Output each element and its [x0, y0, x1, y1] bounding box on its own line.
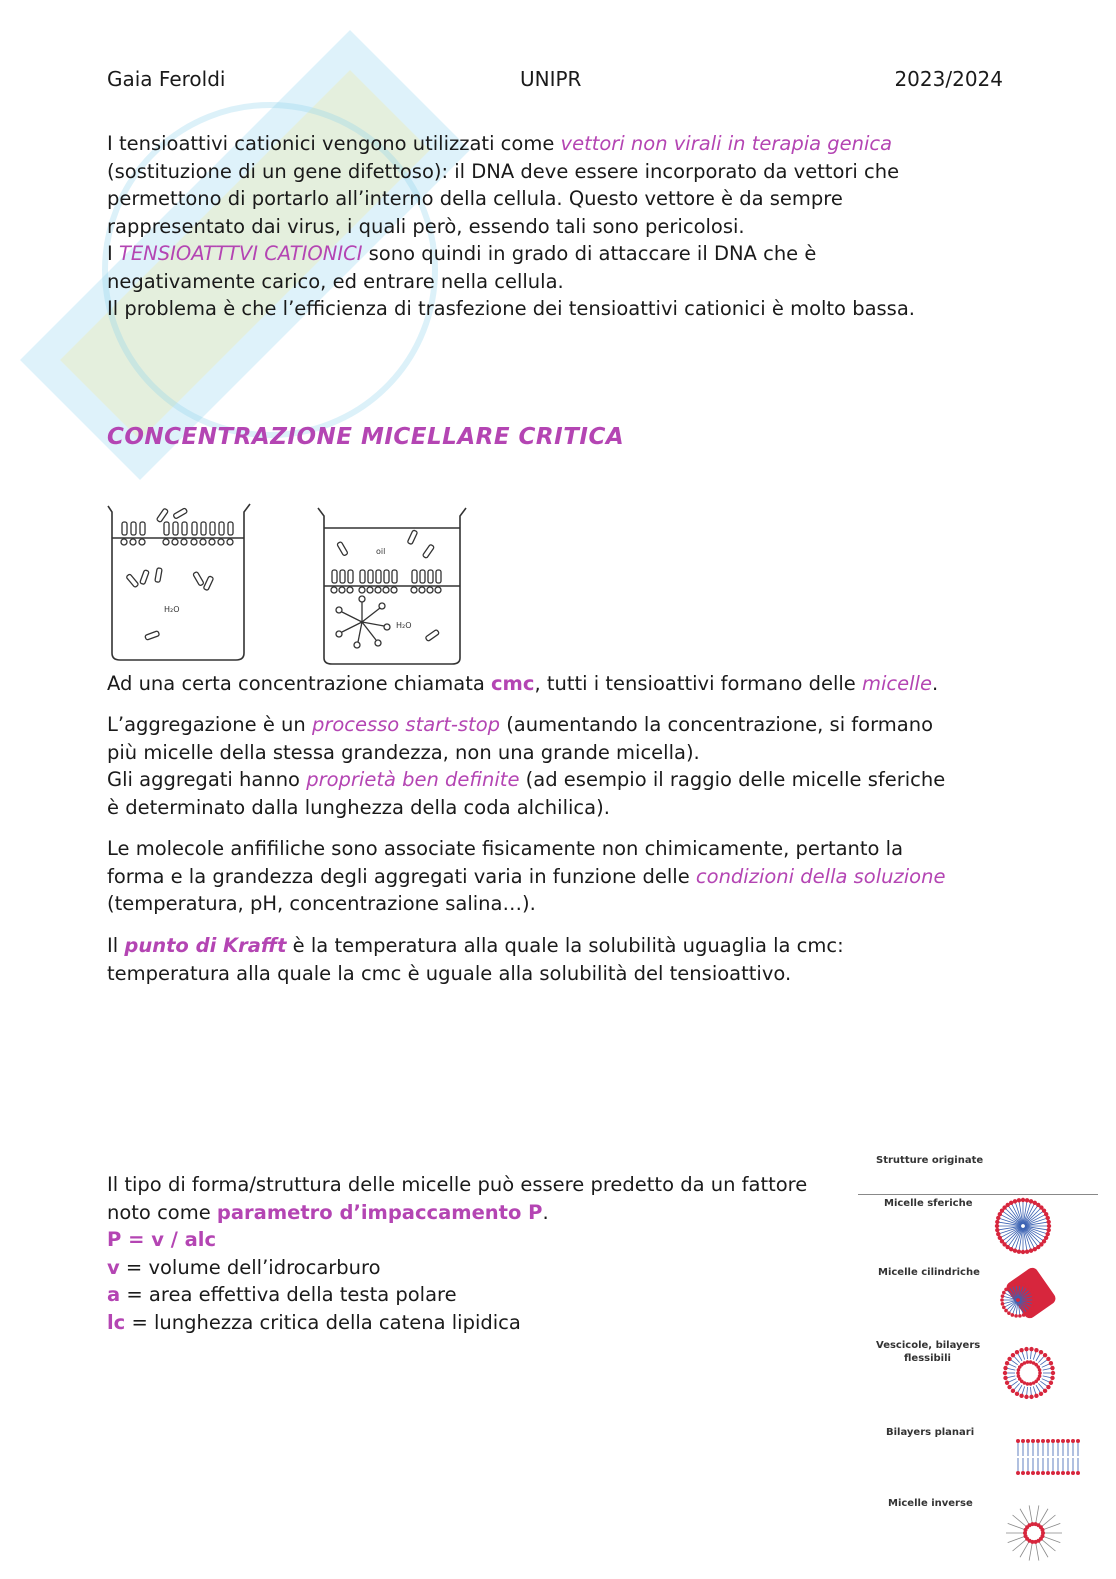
cmc-text: , tutti i tensioattivi formano delle: [534, 672, 862, 695]
properties-term: proprietà ben definite: [306, 768, 520, 791]
intro-line-6: negativamente carico, ed entrare nella cellula.: [107, 269, 564, 293]
krafft-term: punto di Krafft: [124, 934, 287, 957]
v-definition: = volume dell’idrocarburo: [119, 1255, 381, 1279]
label-vesicles-flexible: flessibili: [904, 1353, 951, 1364]
lc-definition: = lunghezza critica della catena lipidica: [125, 1310, 521, 1334]
krafft-text: Il: [107, 934, 125, 957]
aggregation-line-4: è determinato dalla lunghezza della coda alchilica).: [107, 795, 610, 819]
intro-highlight: vettori non virali in terapia genica: [560, 132, 893, 155]
right-water-label: H₂O: [396, 621, 412, 630]
left-beaker: [108, 504, 250, 660]
intro-text: I tensioattivi cationici vengono utilizzati come: [107, 132, 561, 155]
label-vesicles: Vescicole, bilayers: [876, 1340, 981, 1351]
a-definition: = area effettiva della testa polare: [120, 1283, 457, 1306]
header-year: 2023/2024: [894, 67, 1003, 91]
micelle-term: micelle: [862, 672, 932, 695]
intro-text: I: [107, 242, 119, 265]
cmc-term: cmc: [491, 672, 535, 695]
krafft-line-2: temperatura alla quale la cmc è uguale alla solubilità del tensioattivo.: [107, 961, 792, 985]
amphiphilic-line-1: Le molecole anfifiliche sono associate fisicamente non chimicamente, pertanto la: [107, 837, 904, 860]
planar-bilayer-icon: [1016, 1439, 1080, 1475]
krafft-text: è la temperatura alla quale la solubilità uguaglia la cmc:: [286, 934, 844, 957]
packing-text: noto come: [107, 1200, 217, 1224]
amphiphilic-line-3: (temperatura, pH, concentrazione salina…).: [107, 892, 536, 915]
intro-line-5: [107, 240, 1007, 268]
packing-line-1: Il tipo di forma/struttura delle micelle può essere predetto da un fattore: [107, 1173, 808, 1196]
intro-line-4: rappresentato dai virus, i quali però, essendo tali sono pericolosi.: [107, 214, 745, 238]
intro-text: sono quindi in grado di attaccare il DNA che è: [362, 242, 817, 265]
structures-diagrams: [858, 1148, 1102, 1573]
aggregation-line-2: più micelle della stessa grandezza, non una grande micella).: [107, 740, 700, 764]
header-author: Gaia Feroldi: [107, 67, 226, 91]
cmc-paragraph-4: [107, 932, 1007, 987]
header-university: UNIPR: [520, 67, 582, 91]
intro-line-3: permettono di portarlo all’interno della cellula. Questo vettore è da sempre: [107, 187, 843, 210]
left-water-label: H₂O: [164, 605, 180, 614]
spherical-micelle-icon: [995, 1198, 1051, 1254]
intro-highlight: TENSIOATTTVI CATIONICI: [118, 242, 363, 265]
aggregation-text: (ad esempio il raggio delle micelle sferiche: [519, 768, 946, 791]
label-cylindrical-micelles: Micelle cilindriche: [878, 1267, 980, 1278]
cmc-text: Ad una certa concentrazione chiamata: [107, 672, 491, 695]
a-symbol: a: [107, 1283, 121, 1306]
cmc-paragraph-1: [107, 670, 1007, 698]
packing-term: parametro d’impaccamento P: [216, 1200, 543, 1224]
amphiphilic-line-2: [107, 863, 1007, 891]
intro-line-7: Il problema è che l’efficienza di trasfezione dei tensioattivi cationici è molto bassa.: [107, 297, 915, 320]
cmc-text: .: [931, 672, 939, 695]
beakers-figure: [100, 498, 480, 673]
packing-formula: P = v / alc: [107, 1228, 217, 1251]
cylindrical-micelle-icon: [1000, 1265, 1058, 1320]
krafft-line-1: [107, 932, 1007, 960]
aggregation-text: L’aggregazione è un: [107, 713, 312, 736]
packing-a-def: [107, 1281, 847, 1309]
packing-text: .: [542, 1200, 549, 1224]
intro-line-2: (sostituzione di un gene difettoso): il DNA deve essere incorporato da vettori che: [107, 159, 900, 183]
label-inverse-micelles: Micelle inverse: [888, 1498, 973, 1509]
inverse-micelle-icon: [1006, 1505, 1062, 1560]
right-oil-label: oil: [376, 547, 386, 556]
v-symbol: v: [107, 1255, 120, 1279]
aggregation-text: (aumentando la concentrazione, si formano: [500, 713, 934, 736]
packing-line-2: [107, 1199, 847, 1227]
section-title: CONCENTRAZIONE MICELLARE CRITICA: [107, 424, 625, 450]
cmc-paragraph-3: [107, 835, 1007, 918]
packing-paragraph: [107, 1171, 847, 1336]
packing-lc-def: [107, 1309, 847, 1337]
amphiphilic-text: forma e la grandezza degli aggregati varia in funzione delle: [107, 864, 696, 888]
structures-title: Strutture originate: [876, 1155, 984, 1166]
aggregation-line-1: [107, 711, 1007, 739]
lc-symbol: lc: [107, 1310, 126, 1334]
page-header: [107, 67, 1003, 95]
vesicle-icon: [1003, 1347, 1055, 1399]
cmc-line: [107, 670, 1007, 698]
structures-panel: [858, 1148, 1102, 1573]
conditions-term: condizioni della soluzione: [695, 864, 946, 888]
aggregation-line-3: [107, 766, 1007, 794]
start-stop-term: processo start-stop: [311, 713, 500, 736]
aggregation-text: Gli aggregati hanno: [107, 768, 307, 791]
intro-line-1: [107, 130, 1007, 158]
label-planar-bilayers: Bilayers planari: [886, 1427, 975, 1438]
label-spherical-micelles: Micelle sferiche: [884, 1198, 973, 1209]
intro-paragraph: [107, 130, 1007, 323]
cmc-paragraph-2: [107, 711, 1007, 821]
packing-v-def: [107, 1254, 847, 1282]
